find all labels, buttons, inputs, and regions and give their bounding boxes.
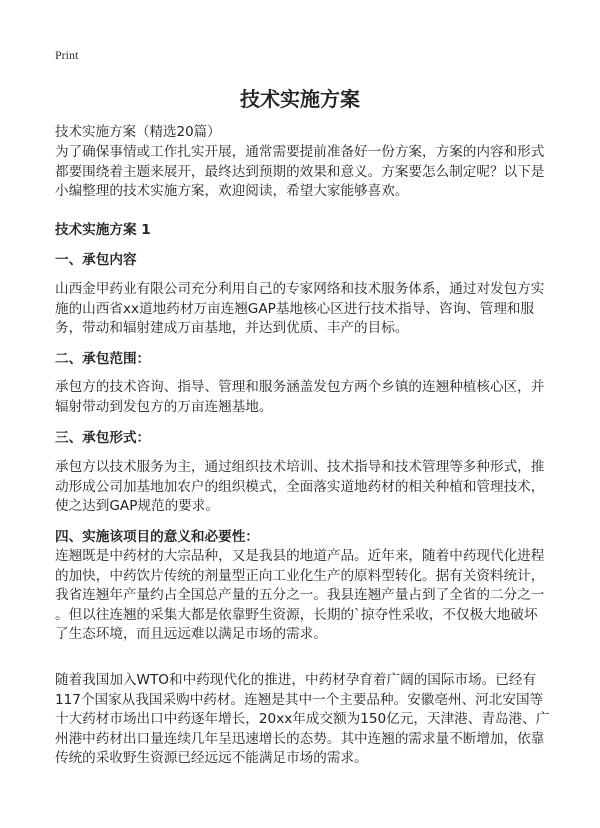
text-line: 务，带动和辐射建成万亩基地，并达到优质、丰产的目标。 <box>55 320 409 336</box>
heading-4: 四、实施该项目的意义和必要性： <box>55 529 259 545</box>
text-line: 州港中药材出口量连续几年呈迅速增长的态势。其中连翘的需求量不断增加，依靠 <box>55 730 545 747</box>
text-line: 的加快，中药饮片传统的剂量型正向工业化生产的原料型转化。据有关资料统计， <box>55 567 545 584</box>
text-line: 承包方的技术咨询、指导、管理和服务涵盖发包方两个乡镇的连翘种植核心区，并 <box>55 379 545 395</box>
paragraph-4 <box>55 547 555 645</box>
heading-3: 三、承包形式： <box>55 430 151 446</box>
text-line: 随着我国加入WTO和中药现代化的推进，中药材孕育着广阔的国际市场。已经有 <box>55 672 537 688</box>
paragraph-5 <box>55 671 555 769</box>
heading-1: 一、承包内容 <box>55 252 137 268</box>
text-line: 传统的采收野生资源已经远远不能满足市场的需求。 <box>55 750 368 766</box>
text-line: 施的山西省xx道地药材万亩连翘GAP基地核心区进行技术指导、咨询、管理和服 <box>55 300 535 317</box>
text-line: 都要围绕着主题来展开，最终达到预期的效果和意义。方案要怎么制定呢？以下是 <box>55 163 545 180</box>
page-title: 技术实施方案 <box>240 87 360 111</box>
text-line: 为了确保事情或工作扎实开展，通常需要提前准备好一份方案，方案的内容和形式 <box>55 144 545 160</box>
text-line: 了生态环境，而且远远难以满足市场的需求。 <box>55 626 327 642</box>
subtitle: 技术实施方案（精选20篇） <box>55 124 221 140</box>
paragraph-3 <box>55 458 555 517</box>
text-line: 动形成公司加基地加农户的组织模式，全面落实道地药材的相关种植和管理技术， <box>55 478 545 495</box>
text-line: 连翘既是中药材的大宗品种，又是我县的地道产品。近年来，随着中药现代化进程 <box>55 548 545 564</box>
text-line: 十大药材市场出口中药逐年增长，20xx年成交额为150亿元，天津港、青岛港、广 <box>55 711 550 727</box>
text-line: 。但以往连翘的采集大都是依靠野生资源，长期的`掠夺性采收，不仅极大地破坏 <box>55 606 538 623</box>
text-line: 使之达到GAP规范的要求。 <box>55 498 219 514</box>
text-line: 小编整理的技术实施方案，欢迎阅读，希望大家能够喜欢。 <box>55 183 409 199</box>
text-line: 承包方以技术服务为主，通过组织技术培训、技术指导和技术管理等多种形式，推 <box>55 459 545 475</box>
paragraph-2 <box>55 378 555 417</box>
text-line: 辐射带动到发包方的万亩连翘基地。 <box>55 398 273 415</box>
section-title: 技术实施方案 1 <box>55 222 151 238</box>
text-line: 117个国家从我国采购中药材。连翘是其中一个主要品种。安徽亳州、河北安国等 <box>55 691 544 708</box>
paragraph-1 <box>55 280 555 339</box>
intro-paragraph <box>55 143 555 202</box>
print-link[interactable]: Print <box>55 48 79 62</box>
heading-2: 二、承包范围： <box>55 351 151 367</box>
text-line: 我省连翘年产量约占全国总产量的五分之一。我县连翘产量占到了全省的二分之一 <box>55 587 545 603</box>
text-line: 山西金甲药业有限公司充分利用自己的专家网络和技术服务体系，通过对发包方实 <box>55 281 545 297</box>
